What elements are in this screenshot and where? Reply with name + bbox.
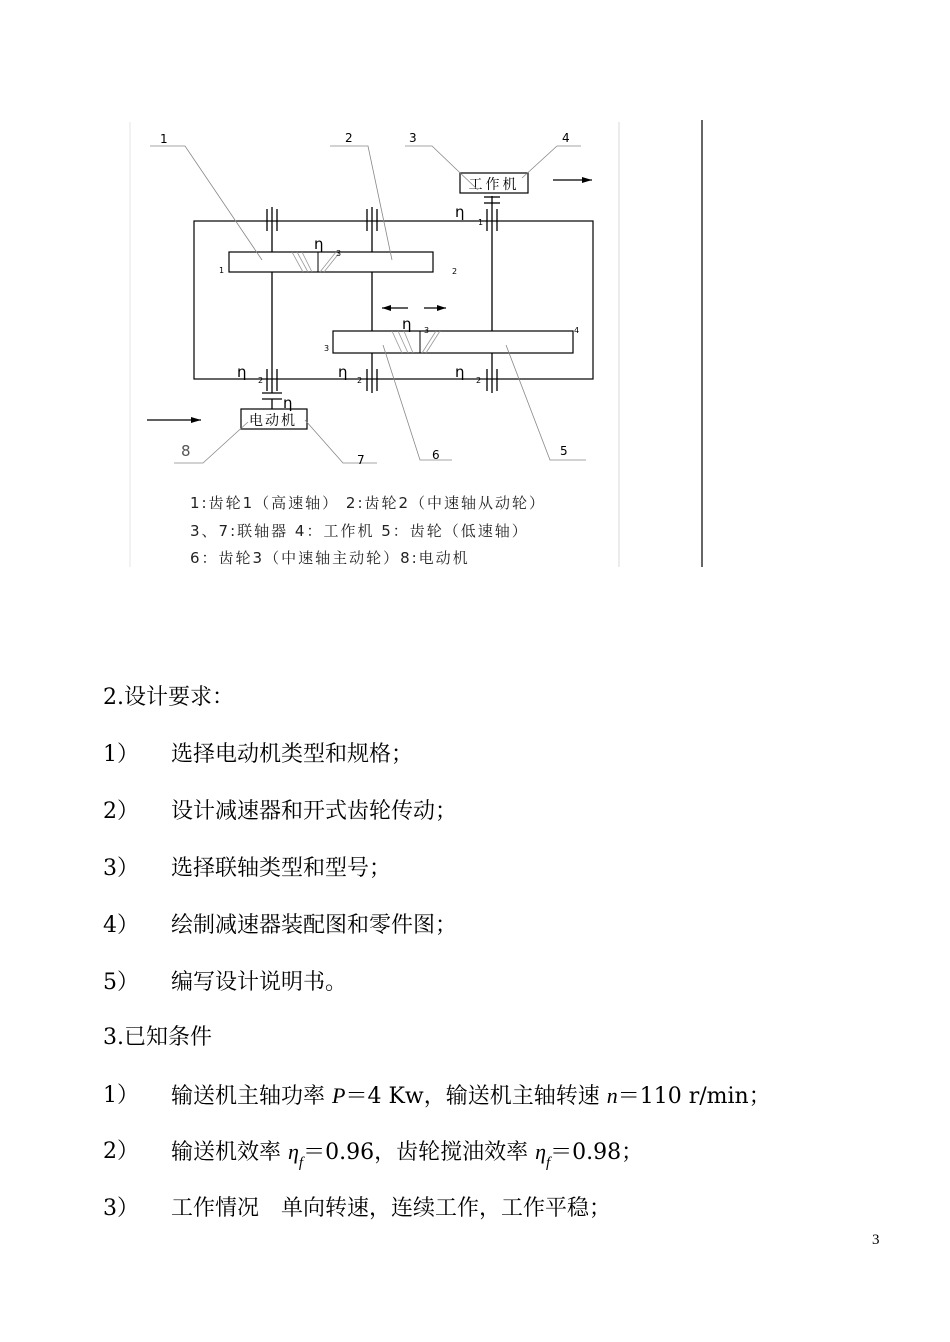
transmission-schematic (0, 0, 950, 600)
eta-mark-1: η (455, 203, 465, 221)
callout-4: 4 (562, 131, 570, 145)
mark-bearing-3: 2 (476, 376, 482, 385)
mark-mesh-lower: 3 (424, 326, 430, 335)
item-number: 1） (103, 1083, 139, 1108)
right-arrow-head (437, 305, 446, 311)
item-text: 编写设计说明书。 (171, 970, 348, 995)
item-text: 输送机主轴功率 P＝4 Kw，输送机主轴转速 n＝110 r/min； (171, 1083, 771, 1109)
callout-8: 8 (181, 442, 191, 460)
callout-6: 6 (432, 448, 440, 462)
item-number: 3） (103, 856, 139, 881)
eta-mark-6: η (455, 363, 465, 381)
eta-mark-5: η (338, 363, 348, 381)
item-text: 选择联轴类型和型号； (171, 856, 392, 881)
item-text: 工作情况 单向转速，连续工作，工作平稳； (171, 1196, 612, 1221)
power-symbol: P (332, 1083, 346, 1108)
item-text: 绘制减速器装配图和零件图； (171, 913, 458, 938)
item-number: 3） (103, 1196, 139, 1221)
legend-line-2: 3、7:联轴器 4：工作机 5：齿轮（低速轴） (190, 522, 529, 540)
section2-title: 2.设计要求： (103, 685, 234, 710)
item-text: 设计减速器和开式齿轮传动； (171, 799, 458, 824)
item-number: 2） (103, 1139, 139, 1164)
work-machine-label: 工作机 (468, 177, 520, 193)
output-arrow-head (582, 177, 592, 183)
page-number: 3 (872, 1232, 880, 1248)
mark-bearing-1: 2 (258, 376, 264, 385)
mark-gear-4: 4 (574, 326, 580, 335)
efficiency-symbol: η (535, 1139, 546, 1164)
item-number: 2） (103, 799, 139, 824)
mark-gear-3: 3 (324, 344, 330, 353)
callout-5: 5 (560, 444, 568, 458)
input-arrow-head (191, 417, 201, 423)
eta-mark-7: η (283, 394, 293, 412)
efficiency-symbol: η (288, 1139, 299, 1164)
legend-line-1: 1:齿轮1（高速轴） 2:齿轮2（中速轴从动轮） (190, 494, 547, 512)
legend-line-3: 6：齿轮3（中速轴主动轮）8:电动机 (190, 549, 470, 567)
mark-bearing-top: 1 (478, 218, 484, 227)
coupling-bottom (262, 393, 282, 409)
item-text: 选择电动机类型和规格； (171, 742, 414, 767)
eta-mark-4: η (237, 363, 247, 381)
callout-2: 2 (345, 131, 353, 145)
item-number: 5） (103, 970, 139, 995)
eta-mark-3: η (402, 315, 412, 333)
item-number: 4） (103, 913, 139, 938)
gear-pair-3-5 (333, 331, 573, 353)
mark-gear-2: 2 (452, 267, 458, 276)
callout-1: 1 (160, 132, 168, 146)
left-arrow-head (382, 305, 391, 311)
mark-bearing-2: 2 (357, 376, 363, 385)
mark-gear-1: 1 (219, 266, 225, 275)
item-text: 输送机效率 $\eta_f=0.96$，齿轮搅油效率 $\eta_f=0.98$； (171, 1139, 644, 1171)
callout-7: 7 (357, 453, 365, 467)
gearbox-housing (194, 221, 593, 379)
section3-title: 3.已知条件 (103, 1025, 212, 1050)
eta-mark-2: η (314, 235, 324, 253)
callout-3: 3 (409, 131, 417, 145)
motor-label: 电动机 (249, 413, 297, 429)
item-number: 1） (103, 742, 139, 767)
gear-pair-1-2 (229, 252, 433, 272)
mark-mesh-upper: 3 (336, 249, 342, 258)
speed-symbol: n (606, 1083, 618, 1108)
